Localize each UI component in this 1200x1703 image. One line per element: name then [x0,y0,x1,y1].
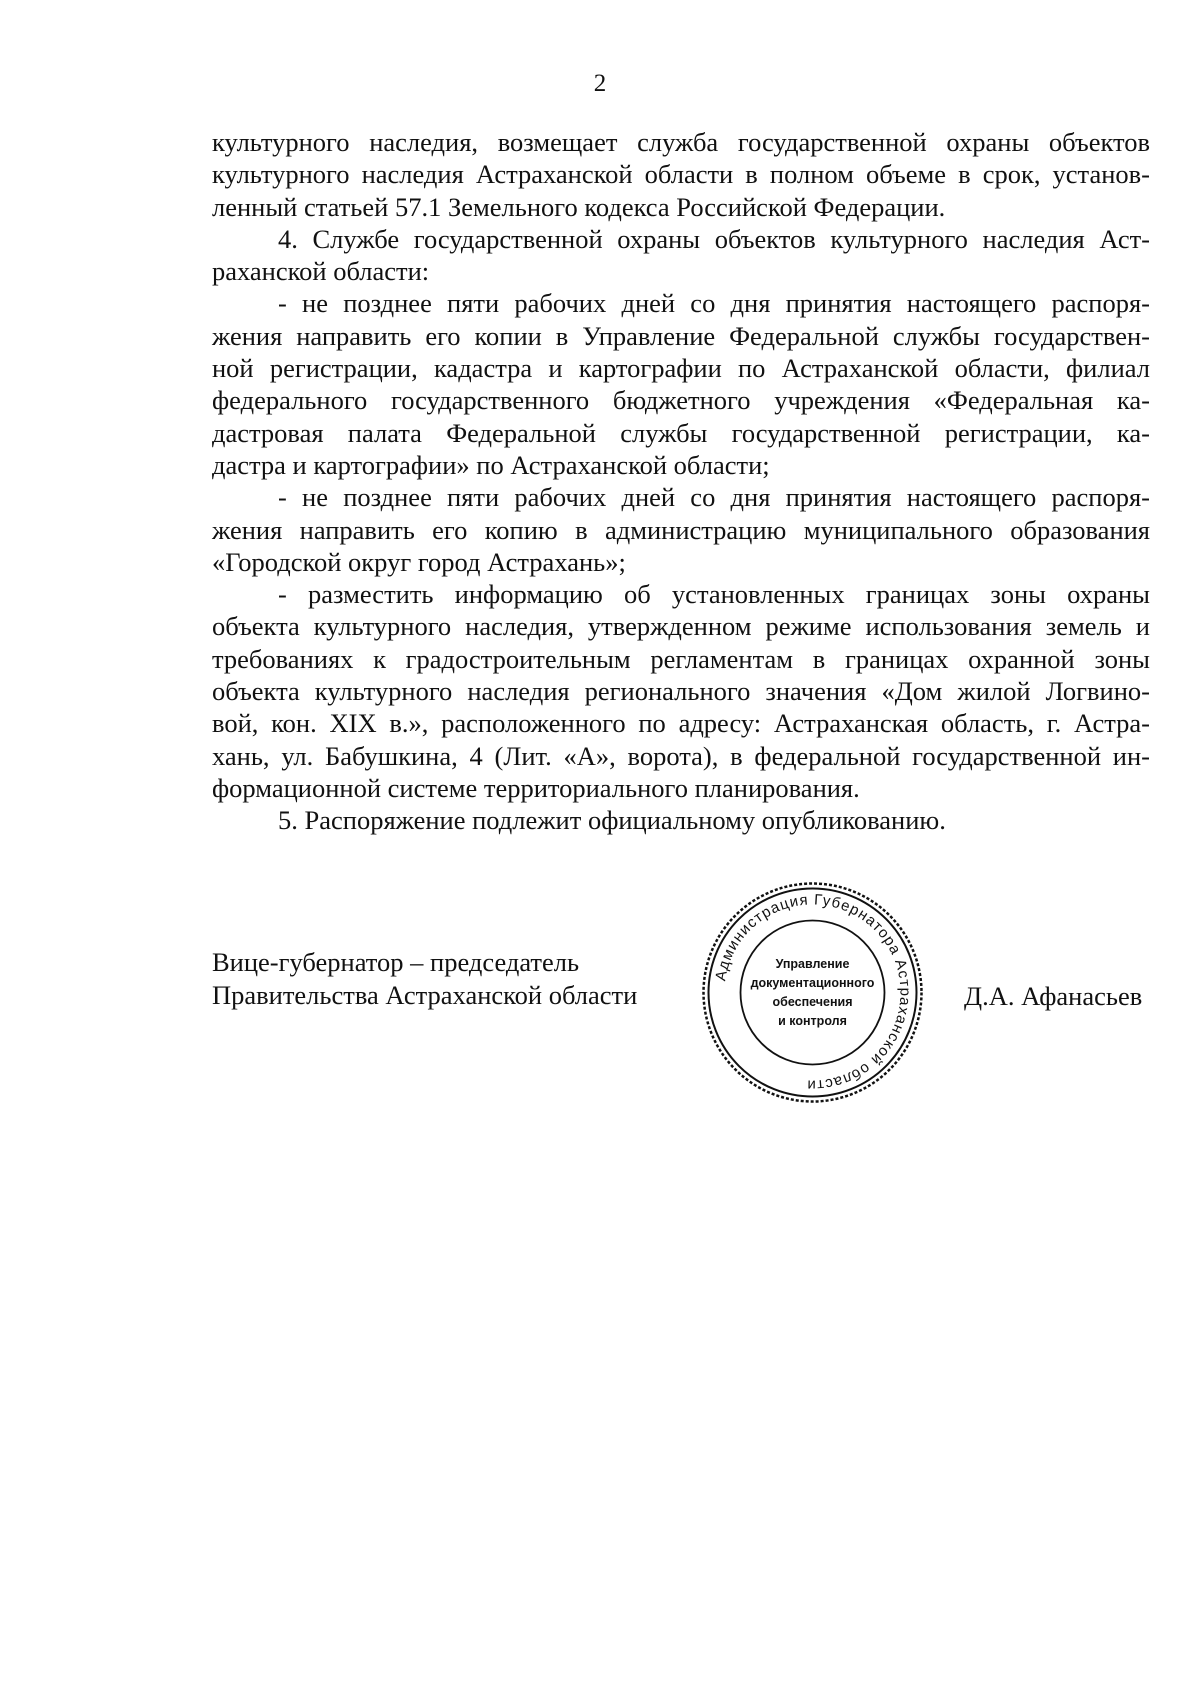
paragraph-bullet-1 [212,287,1150,481]
text-line: - не позднее пяти рабочих дней со дня принятия настоящего распоря- [278,482,1150,513]
text-line: - разместить информацию об установленных границах зоны охраны [278,579,1150,610]
signatory-position [212,946,637,1012]
stamp-center-line: и контроля [778,1014,847,1028]
text-line: 5. Распоряжение подлежит официальному опубликованию. [278,805,946,836]
stamp-center-line: Управление [775,957,850,971]
text-line: раханской области: [212,256,430,287]
text-line: дастровая палата Федеральной службы государственной регистрации, ка- [212,417,1150,448]
signatory-name: Д.А. Афанасьев [964,981,1143,1011]
official-stamp [700,880,925,1105]
text-line: ленный статьей 57.1 Земельного кодекса Российской Федерации. [212,191,946,222]
text-line: культурного наследия Астраханской области в полном объеме в срок, установ- [212,159,1150,190]
text-line: хань, ул. Бабушкина, 4 (Лит. «А», ворота), в федеральной государственной ин- [212,740,1150,771]
document-body [212,126,1150,837]
paragraph-1 [212,126,1150,223]
signatory-position-line-1: Вице-губернатор – председатель [212,947,580,977]
paragraph-bullet-2 [212,481,1150,578]
text-line: культурного наследия, возмещает служба государственной охраны объектов [212,127,1150,157]
text-line: жения направить его копию в администрацию муниципального образования [212,514,1150,545]
text-line: 4. Службе государственной охраны объектов культурного наследия Аст- [278,223,1150,254]
text-line: требованиях к градостроительным регламентам в границах охранной зоны [212,643,1150,674]
stamp-center-line: документационного [750,976,875,990]
text-line: ной регистрации, кадастра и картографии по Астраханской области, филиал [212,353,1150,384]
text-line: дастра и картографии» по Астраханской области; [212,449,770,480]
text-line: объекта культурного наследия, утвержденном режиме использования земель и [212,611,1150,642]
text-line: жения направить его копии в Управление Федеральной службы государствен- [212,320,1150,351]
stamp-ring-text: Администрация Губернатора Астраханской области [712,891,914,1094]
text-line: объекта культурного наследия регионального значения «Дом жилой Логвино- [212,676,1150,707]
paragraph-bullet-3 [212,578,1150,804]
text-line: «Городской округ город Астрахань»; [212,546,626,577]
text-line: федерального государственного бюджетного учреждения «Федеральная ка- [212,385,1150,416]
text-line: - не позднее пяти рабочих дней со дня принятия настоящего распоря- [278,288,1150,319]
text-line: формационной системе территориального планирования. [212,772,860,803]
paragraph-item-4 [212,223,1150,288]
page-number: 2 [593,70,607,97]
paragraph-item-5 [212,804,1150,836]
signatory-position-line-2: Правительства Астраханской области [212,980,638,1010]
stamp-center-line: обеспечения [772,995,853,1009]
text-line: вой, кон. XIX в.», расположенного по адресу: Астраханская область, г. Астра- [212,708,1150,739]
